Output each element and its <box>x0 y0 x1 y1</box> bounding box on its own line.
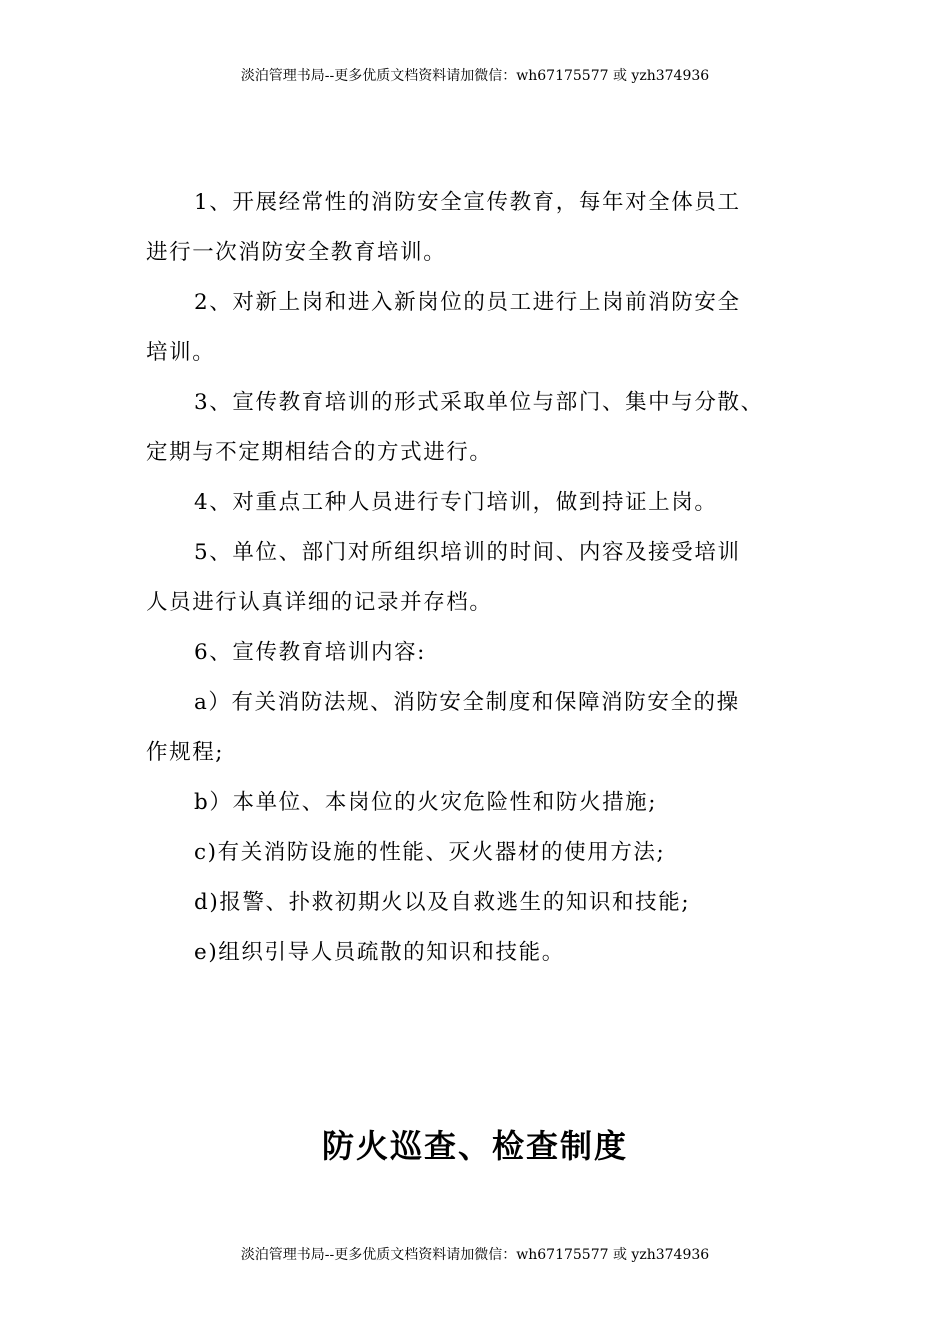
section-title: 防火巡查、检查制度 <box>321 1127 628 1165</box>
paragraph-line: 5、单位、部门对所组织培训的时间、内容及接受培训 <box>194 540 741 565</box>
paragraph-line: 3、宣传教育培训的形式采取单位与部门、集中与分散、 <box>194 390 764 415</box>
paragraph-line: 2、对新上岗和进入新岗位的员工进行上岗前消防安全 <box>194 290 741 315</box>
paragraph-line: 培训。 <box>146 340 216 365</box>
paragraph-line: a）有关消防法规、消防安全制度和保障消防安全的操 <box>194 690 740 715</box>
paragraph-line: 人员进行认真详细的记录并存档。 <box>146 590 493 615</box>
page-header: 淡泊管理书局--更多优质文档资料请加微信：wh67175577 或 yzh374936 <box>240 68 710 84</box>
paragraph-line: 作规程; <box>146 740 225 765</box>
paragraph-line: 定期与不定期相结合的方式进行。 <box>146 440 493 465</box>
page-footer: 淡泊管理书局--更多优质文档资料请加微信：wh67175577 或 yzh374936 <box>240 1247 710 1263</box>
paragraph-line: c)有关消防设施的性能、灭火器材的使用方法; <box>194 840 666 865</box>
paragraph-line: d)报警、扑救初期火以及自救逃生的知识和技能; <box>194 890 691 915</box>
paragraph-line: e)组织引导人员疏散的知识和技能。 <box>194 940 565 965</box>
paragraph-line: 进行一次消防安全教育培训。 <box>146 240 447 265</box>
paragraph-line: 1、开展经常性的消防安全宣传教育，每年对全体员工 <box>194 190 741 215</box>
document-body <box>146 178 836 978</box>
paragraph-line: 6、宣传教育培训内容: <box>194 640 427 665</box>
paragraph-line: b）本单位、本岗位的火灾危险性和防火措施; <box>194 790 658 815</box>
paragraph-line: 4、对重点工种人员进行专门培训，做到持证上岗。 <box>194 490 718 515</box>
